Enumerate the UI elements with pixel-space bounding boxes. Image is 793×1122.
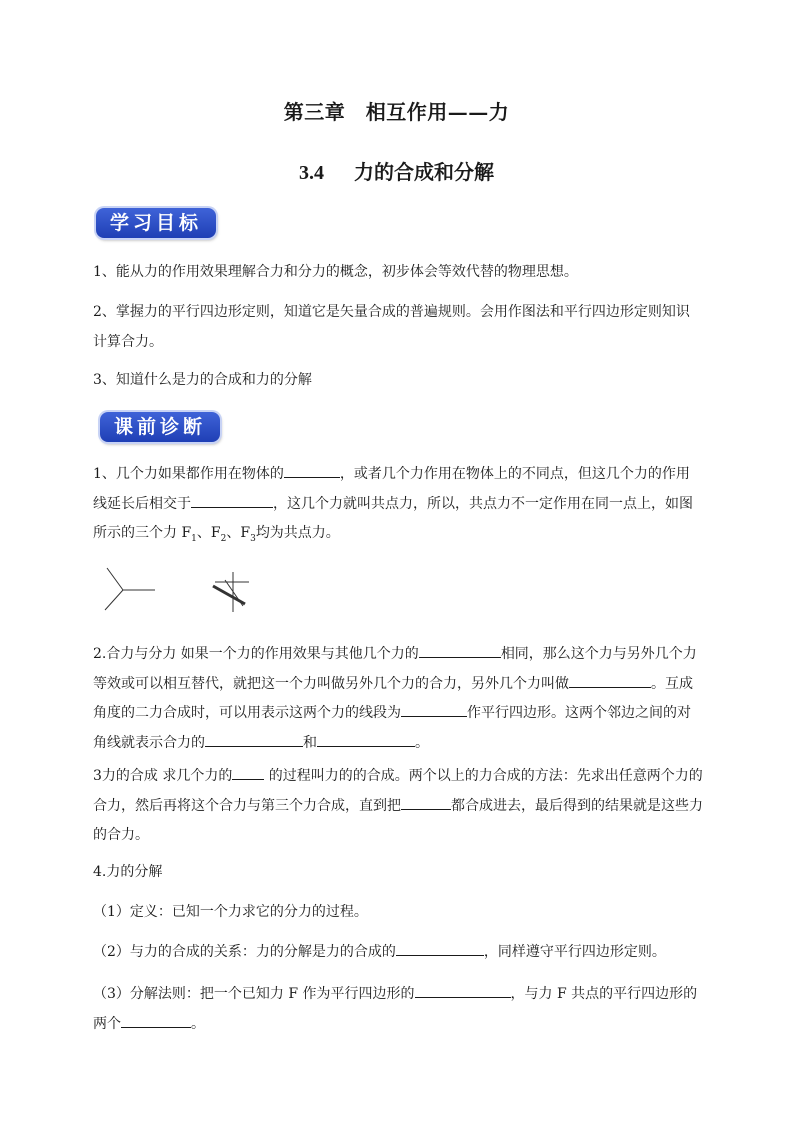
q3-blank-1	[232, 764, 264, 780]
q2-blank-2	[569, 672, 651, 688]
q2-blank-3	[401, 701, 467, 717]
q3-text-c: 都合成进去，最后得到的结果就是这些力的合力。	[93, 797, 703, 843]
question-3	[93, 762, 703, 851]
q2-text-d: 作平行四边形。这两个邻边之间的对角线就表示合力的	[93, 705, 691, 751]
q1-sub-2: 2	[220, 533, 227, 544]
q2-text-c: 。互成角度的二力合成时，可以用表示这两个力的线段为	[93, 675, 693, 721]
q3-blank-2	[401, 794, 451, 810]
concurrent-forces-diagram-b	[213, 572, 249, 612]
q1-text-c: ，这几个力就叫共点力，所以，共点力不一定作用在同一点上，如图所示的三个力 F	[93, 495, 693, 541]
question-2	[93, 640, 703, 758]
q4-2-blank	[396, 940, 484, 956]
section-name: 力的合成和分解	[354, 160, 494, 184]
question-1	[93, 460, 703, 554]
q1-text-e: 、F	[226, 525, 251, 541]
goal-item-1: 1、能从力的作用效果理解合力和分力的概念，初步体会等效代替的物理思想。	[93, 264, 578, 280]
q4-3-blank-1	[415, 982, 511, 998]
q1-text-a: 1、几个力如果都作用在物体的	[93, 466, 284, 482]
q2-blank-1	[419, 642, 501, 658]
pre-class-diagnosis-badge: 课前诊断	[100, 412, 220, 442]
question-4-item-1: （1）定义：已知一个力求它的分力的过程。	[93, 904, 368, 920]
q1-sub-3: 3	[250, 533, 256, 544]
q1-text-d: 、F	[196, 525, 221, 541]
chapter-title: 第三章 相互作用——力	[283, 100, 510, 124]
q2-text-e: 和	[303, 734, 317, 751]
q4-3-text-b: ，与力 F 共点的平行四边形的两个	[93, 986, 698, 1032]
q1-blank-2	[191, 492, 273, 508]
concurrent-forces-diagram-a	[105, 568, 155, 610]
q4-2-text-a: （2）与力的合成的关系：力的分解是力的合成的	[93, 944, 396, 960]
q4-3-text-a: （3）分解法则：把一个已知力 F 作为平行四边形的	[93, 986, 415, 1002]
q2-blank-5	[317, 731, 415, 747]
q1-sub-1: 1	[191, 533, 197, 544]
question-4-title: 4.力的分解	[93, 864, 163, 880]
q4-2-text-b: ，同样遵守平行四边形定则。	[483, 944, 666, 960]
q2-blank-4	[205, 731, 303, 747]
q4-3-text-c: 。	[191, 1015, 205, 1032]
section-number: 3.4	[299, 162, 324, 184]
question-4-item-3	[93, 980, 703, 1039]
q2-text-f: 。	[415, 734, 429, 751]
q1-blank-1	[284, 462, 340, 478]
concurrent-forces-figure	[95, 560, 275, 630]
goal-item-3: 3、知道什么是力的合成和力的分解	[93, 372, 312, 388]
q4-3-blank-2	[121, 1012, 191, 1028]
q2-text-a: 2.合力与分力 如果一个力的作用效果与其他几个力的	[93, 646, 419, 662]
question-4-item-2	[93, 938, 703, 968]
q1-text-f: 均为共点力。	[255, 525, 340, 541]
q2-text-b: 相同，那么这个力与另外几个力等效或可以相互替代，就把这一个力叫做另外几个力的合力，另外几个力叫做	[93, 646, 697, 692]
learning-goals-badge: 学习目标	[96, 208, 216, 238]
section-title	[0, 156, 793, 185]
q3-text-a: 3力的合成 求几个力的	[93, 768, 233, 784]
q1-text-b: ，或者几个力作用在物体上的不同点，但这几个力的作用线延长后相交于	[93, 466, 690, 512]
goal-item-2: 2、掌握力的平行四边形定则，知道它是矢量合成的普遍规则。会用作图法和平行四边形定则知识计算合力。	[93, 304, 690, 350]
q3-text-b: 的过程叫力的的合成。两个以上的力合成的方法：先求出任意两个力的合力，然后再将这个合力与第三个力合成，直到把	[93, 768, 703, 814]
